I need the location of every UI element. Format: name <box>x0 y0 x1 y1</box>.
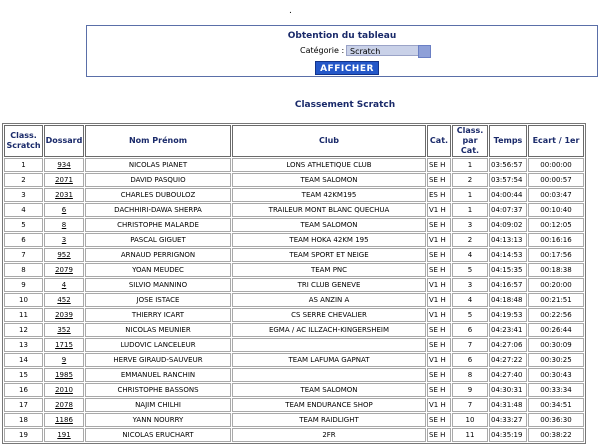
cell-club: TRI CLUB GENEVE <box>232 278 426 292</box>
table-row <box>4 233 584 247</box>
cell-category-rank: 1 <box>452 203 488 217</box>
table-row <box>4 263 584 277</box>
cell-gap: 00:16:16 <box>528 233 584 247</box>
cell-rank: 8 <box>4 263 43 277</box>
cell-category-rank: 6 <box>452 323 488 337</box>
cell-bib-link[interactable]: 2079 <box>44 263 84 277</box>
category-select[interactable] <box>346 45 431 56</box>
category-selected-value: Scratch <box>350 47 381 56</box>
cell-club: TEAM SALOMON <box>232 383 426 397</box>
cell-gap: 00:20:00 <box>528 278 584 292</box>
cell-category: V1 H <box>427 398 451 412</box>
results-table <box>2 123 586 444</box>
cell-club: TRAILEUR MONT BLANC QUECHUA <box>232 203 426 217</box>
cell-category: V1 H <box>427 308 451 322</box>
cell-time: 04:30:31 <box>489 383 527 397</box>
cell-rank: 3 <box>4 188 43 202</box>
cell-category: V1 H <box>427 278 451 292</box>
cell-club: TEAM 42KM195 <box>232 188 426 202</box>
cell-time: 04:00:44 <box>489 188 527 202</box>
cell-category: SE H <box>427 173 451 187</box>
cell-category-rank: 1 <box>452 188 488 202</box>
cell-bib-link[interactable]: 4 <box>44 278 84 292</box>
cell-category: SE H <box>427 248 451 262</box>
cell-time: 03:57:54 <box>489 173 527 187</box>
cell-gap: 00:10:40 <box>528 203 584 217</box>
category-label: Catégorie : <box>300 46 345 55</box>
table-row <box>4 413 584 427</box>
cell-category-rank: 7 <box>452 338 488 352</box>
cell-category: V1 H <box>427 203 451 217</box>
cell-category-rank: 7 <box>452 398 488 412</box>
header-temps: Temps <box>489 125 527 157</box>
cell-category-rank: 5 <box>452 308 488 322</box>
cell-name: YANN NOURRY <box>85 413 231 427</box>
dropdown-arrow-icon[interactable] <box>418 45 431 58</box>
afficher-button[interactable]: AFFICHER <box>315 61 379 75</box>
cell-bib-link[interactable]: 6 <box>44 203 84 217</box>
cell-gap: 00:22:56 <box>528 308 584 322</box>
cell-category: V1 H <box>427 293 451 307</box>
section-title: Classement Scratch <box>294 100 396 110</box>
table-header-row <box>4 125 584 157</box>
table-row <box>4 398 584 412</box>
cell-club: TEAM PNC <box>232 263 426 277</box>
cell-name: CHRISTOPHE MALARDE <box>85 218 231 232</box>
cell-bib-link[interactable]: 2039 <box>44 308 84 322</box>
table-row <box>4 173 584 187</box>
cell-gap: 00:00:00 <box>528 158 584 172</box>
table-row <box>4 338 584 352</box>
cell-gap: 00:21:51 <box>528 293 584 307</box>
cell-club: CS SERRE CHEVALIER <box>232 308 426 322</box>
cell-club: TEAM LAFUMA GAPNAT <box>232 353 426 367</box>
cell-rank: 7 <box>4 248 43 262</box>
table-row <box>4 293 584 307</box>
cell-club: TEAM ENDURANCE SHOP <box>232 398 426 412</box>
cell-time: 04:27:22 <box>489 353 527 367</box>
cell-rank: 14 <box>4 353 43 367</box>
cell-name: PASCAL GIGUET <box>85 233 231 247</box>
cell-rank: 17 <box>4 398 43 412</box>
cell-time: 04:13:13 <box>489 233 527 247</box>
cell-gap: 00:36:30 <box>528 413 584 427</box>
cell-rank: 1 <box>4 158 43 172</box>
cell-bib-link[interactable]: 952 <box>44 248 84 262</box>
table-row <box>4 278 584 292</box>
cell-time: 04:27:40 <box>489 368 527 382</box>
table-body <box>4 158 584 442</box>
cell-rank: 11 <box>4 308 43 322</box>
header-nom-prenom: Nom Prénom <box>85 125 231 157</box>
cell-time: 04:19:53 <box>489 308 527 322</box>
cell-rank: 6 <box>4 233 43 247</box>
cell-name: NAJIM CHILHI <box>85 398 231 412</box>
cell-rank: 13 <box>4 338 43 352</box>
cell-category-rank: 2 <box>452 173 488 187</box>
cell-name: DAVID PASQUIO <box>85 173 231 187</box>
cell-bib-link[interactable]: 2031 <box>44 188 84 202</box>
cell-rank: 2 <box>4 173 43 187</box>
cell-name: NICOLAS PIANET <box>85 158 231 172</box>
cell-gap: 00:26:44 <box>528 323 584 337</box>
cell-bib-link[interactable]: 1186 <box>44 413 84 427</box>
cell-bib-link[interactable]: 452 <box>44 293 84 307</box>
cell-name: JOSE ISTACE <box>85 293 231 307</box>
cell-bib-link[interactable]: 934 <box>44 158 84 172</box>
cell-category: SE H <box>427 368 451 382</box>
cell-gap: 00:00:57 <box>528 173 584 187</box>
table-row <box>4 323 584 337</box>
cell-bib-link[interactable]: 2078 <box>44 398 84 412</box>
cell-time: 03:56:57 <box>489 158 527 172</box>
header-ecart: Ecart / 1er <box>528 125 584 157</box>
cell-time: 04:31:48 <box>489 398 527 412</box>
cell-category-rank: 10 <box>452 413 488 427</box>
cell-gap: 00:30:25 <box>528 353 584 367</box>
header-class-scratch: Class. Scratch <box>4 125 43 157</box>
cell-time: 04:09:02 <box>489 218 527 232</box>
filter-panel <box>86 25 598 77</box>
cell-bib-link[interactable]: 8 <box>44 218 84 232</box>
cell-club: 2FR <box>232 428 426 442</box>
cell-rank: 12 <box>4 323 43 337</box>
cell-category-rank: 4 <box>452 248 488 262</box>
cell-category-rank: 11 <box>452 428 488 442</box>
cell-rank: 16 <box>4 383 43 397</box>
cell-club: TEAM SALOMON <box>232 173 426 187</box>
cell-name: ARNAUD PERRIGNON <box>85 248 231 262</box>
cell-category: SE H <box>427 263 451 277</box>
cell-rank: 19 <box>4 428 43 442</box>
table-row <box>4 203 584 217</box>
cell-name: EMMANUEL RANCHIN <box>85 368 231 382</box>
cell-name: THIERRY ICART <box>85 308 231 322</box>
cell-rank: 9 <box>4 278 43 292</box>
cell-name: LUDOVIC LANCELEUR <box>85 338 231 352</box>
cell-category: SE H <box>427 338 451 352</box>
header-class-par-cat: Class. par Cat. <box>452 125 488 157</box>
cell-bib-link[interactable]: 352 <box>44 323 84 337</box>
cell-time: 04:18:48 <box>489 293 527 307</box>
cell-gap: 00:30:09 <box>528 338 584 352</box>
header-cat: Cat. <box>427 125 451 157</box>
stray-dot: . <box>289 6 292 16</box>
cell-time: 04:23:41 <box>489 323 527 337</box>
cell-club: EGMA / AC ILLZACH-KINGERSHEIM <box>232 323 426 337</box>
cell-category-rank: 2 <box>452 233 488 247</box>
table-row <box>4 218 584 232</box>
cell-category: SE H <box>427 413 451 427</box>
cell-bib-link[interactable]: 191 <box>44 428 84 442</box>
cell-category-rank: 4 <box>452 293 488 307</box>
cell-category-rank: 3 <box>452 278 488 292</box>
cell-category-rank: 8 <box>452 368 488 382</box>
cell-time: 04:35:19 <box>489 428 527 442</box>
cell-bib-link[interactable]: 2010 <box>44 383 84 397</box>
cell-gap: 00:17:56 <box>528 248 584 262</box>
cell-rank: 4 <box>4 203 43 217</box>
cell-category-rank: 5 <box>452 263 488 277</box>
cell-category: SE H <box>427 383 451 397</box>
cell-rank: 18 <box>4 413 43 427</box>
cell-rank: 10 <box>4 293 43 307</box>
cell-category: SE H <box>427 218 451 232</box>
cell-time: 04:15:35 <box>489 263 527 277</box>
cell-gap: 00:38:22 <box>528 428 584 442</box>
cell-time: 04:07:37 <box>489 203 527 217</box>
cell-club: LONS ATHLETIQUE CLUB <box>232 158 426 172</box>
cell-gap: 00:34:51 <box>528 398 584 412</box>
cell-bib-link[interactable]: 9 <box>44 353 84 367</box>
cell-rank: 15 <box>4 368 43 382</box>
cell-category-rank: 3 <box>452 218 488 232</box>
cell-club: TEAM HOKA 42KM 195 <box>232 233 426 247</box>
cell-name: DACHHIRI-DAWA SHERPA <box>85 203 231 217</box>
cell-category: V1 H <box>427 233 451 247</box>
cell-bib-link[interactable]: 1985 <box>44 368 84 382</box>
header-dossard: Dossard <box>44 125 84 157</box>
cell-name: SILVIO MANNINO <box>85 278 231 292</box>
cell-bib-link[interactable]: 2071 <box>44 173 84 187</box>
cell-gap: 00:12:05 <box>528 218 584 232</box>
cell-bib-link[interactable]: 1715 <box>44 338 84 352</box>
filter-title: Obtention du tableau <box>287 31 397 41</box>
cell-category: SE H <box>427 428 451 442</box>
table-row <box>4 353 584 367</box>
table-row <box>4 188 584 202</box>
cell-club: TEAM RAIDLIGHT <box>232 413 426 427</box>
cell-club: AS ANZIN A <box>232 293 426 307</box>
cell-category: ES H <box>427 188 451 202</box>
cell-category-rank: 6 <box>452 353 488 367</box>
cell-category-rank: 1 <box>452 158 488 172</box>
cell-time: 04:14:53 <box>489 248 527 262</box>
cell-category: V1 H <box>427 353 451 367</box>
cell-category-rank: 9 <box>452 383 488 397</box>
cell-bib-link[interactable]: 3 <box>44 233 84 247</box>
cell-time: 04:33:27 <box>489 413 527 427</box>
cell-name: NICOLAS ERUCHART <box>85 428 231 442</box>
cell-name: YOAN MEUDEC <box>85 263 231 277</box>
table-row <box>4 308 584 322</box>
table-row <box>4 368 584 382</box>
cell-club: TEAM SPORT ET NEIGE <box>232 248 426 262</box>
cell-category: SE H <box>427 323 451 337</box>
cell-gap: 00:33:34 <box>528 383 584 397</box>
table-row <box>4 248 584 262</box>
table-row <box>4 158 584 172</box>
cell-rank: 5 <box>4 218 43 232</box>
cell-gap: 00:03:47 <box>528 188 584 202</box>
cell-gap: 00:18:38 <box>528 263 584 277</box>
cell-category: SE H <box>427 158 451 172</box>
cell-club <box>232 338 426 352</box>
cell-name: NICOLAS MEUNIER <box>85 323 231 337</box>
cell-gap: 00:30:43 <box>528 368 584 382</box>
cell-time: 04:27:06 <box>489 338 527 352</box>
cell-name: HERVE GIRAUD-SAUVEUR <box>85 353 231 367</box>
table-row <box>4 383 584 397</box>
cell-name: CHARLES DUBOULOZ <box>85 188 231 202</box>
cell-club <box>232 368 426 382</box>
header-club: Club <box>232 125 426 157</box>
table-row <box>4 428 584 442</box>
cell-name: CHRISTOPHE BASSONS <box>85 383 231 397</box>
cell-time: 04:16:57 <box>489 278 527 292</box>
cell-club: TEAM SALOMON <box>232 218 426 232</box>
